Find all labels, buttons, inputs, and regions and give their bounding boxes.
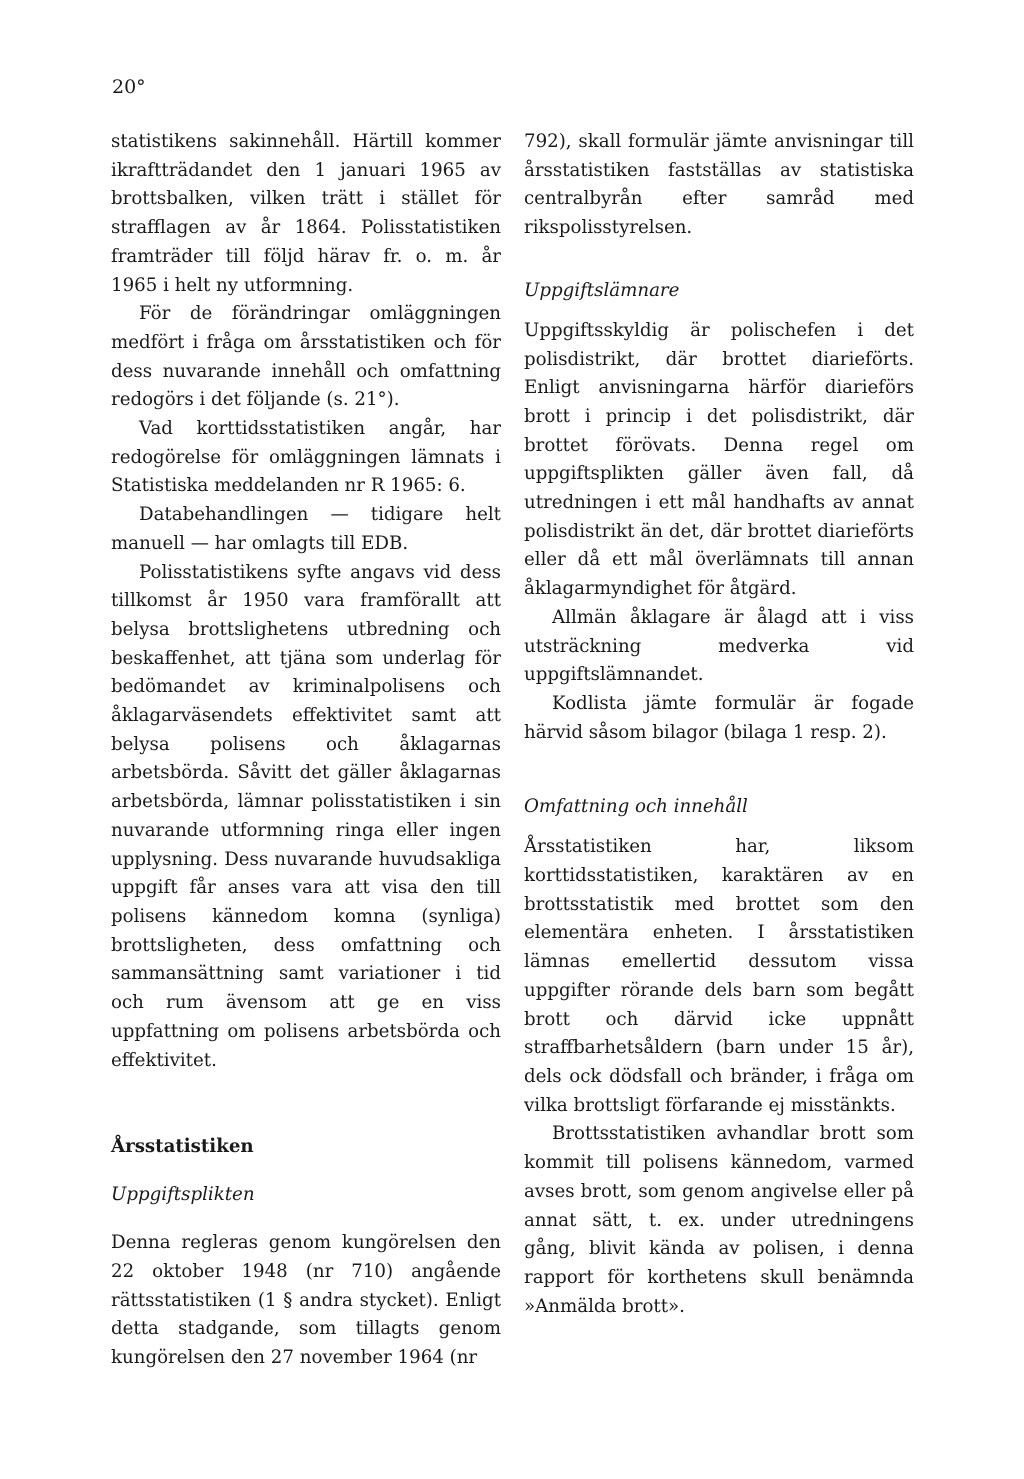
right-paragraph-5: Årsstatistiken har, liksom korttidsstatistiken, karaktären av en brottsstatistik med brottet som den elementära enheten. I årsstatistiken lämnas emellertid dessutom vissa uppgifter rörande dels barn som begått brott och därvid icke uppnått straffbarhetsåldern (barn under 15 år), dels ock dödsfall och bränder, i fråga om vilka brottsligt förfarande ej misstänkts.	[524, 836, 914, 1116]
right-paragraph-4: Kodlista jämte formulär är fogade härvid såsom bilagor (bilaga 1 resp. 2).	[524, 692, 914, 743]
section-heading-arsstatistiken: Årsstatistiken	[111, 1136, 254, 1158]
subheading-uppgiftslamnare: Uppgiftslämnare	[524, 279, 680, 301]
left-paragraph-5: Polisstatistikens syfte angavs vid dess tillkomst år 1950 vara framförallt att belysa brottslighetens utbredning och beskaffenhet, att tjäna som underlag för bedömandet av kriminalpolisens och åklagarväsendets effektivitet samt att belysa polisens och åklagarnas arbetsbörda. Såvitt det gäller åklagarnas arbetsbörda, lämnar polisstatistiken i sin nuvarande utformning ringa eller ingen upplysning. Dess nuvarande huvudsakliga uppgift får anses vara att visa den till polisens kännedom komna (synliga) brottsligheten, dess omfattning och sammansättning samt variationer i tid och rum ävensom att ge en viss uppfattning om polisens arbetsbörda och effektivitet.	[111, 561, 501, 1071]
left-paragraph-2: För de förändringar omläggningen medfört i fråga om årsstatistiken och för dess nuvarande innehåll och omfattning redogörs i det följande (s. 21°).	[111, 303, 501, 411]
right-paragraph-3: Allmän åklagare är ålagd att i viss utsträckning medverka vid uppgiftslämnandet.	[524, 606, 914, 686]
right-paragraph-1: 792), skall formulär jämte anvisningar till årsstatistiken fastställas av statistiska centralbyrån efter samråd med rikspolisstyrelsen.	[524, 131, 914, 239]
right-paragraph-2: Uppgiftsskyldig är polischefen i det polisdistrikt, där brottet diarieförts. Enligt anvisningarna härför diarieförs brott i princip i det polisdistrikt, där brottet förövats. Denna regel om uppgiftsplikten gäller även fall, då utredningen i ett mål handhafts av annat polisdistrikt än det, där brottet diarieförts eller då ett mål överlämnats till annan åklagarmyndighet för åtgärd.	[524, 319, 914, 600]
right-column	[524, 128, 914, 1321]
subheading-omfattning-och-innehall: Omfattning och innehåll	[524, 796, 748, 818]
page-number: 20°	[112, 76, 146, 98]
left-paragraph-6: Denna regleras genom kungörelsen den 22 oktober 1948 (nr 710) angående rättsstatistiken (1 § andra stycket). Enligt detta stadgande, som tillagts genom kungörelsen den 27 november 1964 (nr	[111, 1232, 501, 1369]
right-paragraph-6: Brottsstatistiken avhandlar brott som kommit till polisens kännedom, varmed avses brott, som genom angivelse eller på annat sätt, t. ex. under utredningens gång, blivit kända av polisen, i denna rapport för korthetens skull benämnda »Anmälda brott».	[524, 1123, 914, 1317]
left-paragraph-3: Vad korttidsstatistiken angår, har redogörelse för omläggningen lämnats i Statistiska meddelanden nr R 1965: 6.	[111, 418, 501, 497]
subheading-uppgiftsplikten: Uppgiftsplikten	[111, 1184, 255, 1206]
left-paragraph-4: Databehandlingen — tidigare helt manuell — har omlagts till EDB.	[111, 504, 501, 554]
left-column	[111, 128, 501, 1373]
left-paragraph-1: statistikens sakinnehåll. Härtill kommer ikraftträdandet den 1 januari 1965 av brottsbalken, vilken trätt i stället för strafflagen av år 1864. Polisstatistiken framträder till följd härav fr. o. m. år 1965 i helt ny utformning.	[111, 131, 501, 296]
